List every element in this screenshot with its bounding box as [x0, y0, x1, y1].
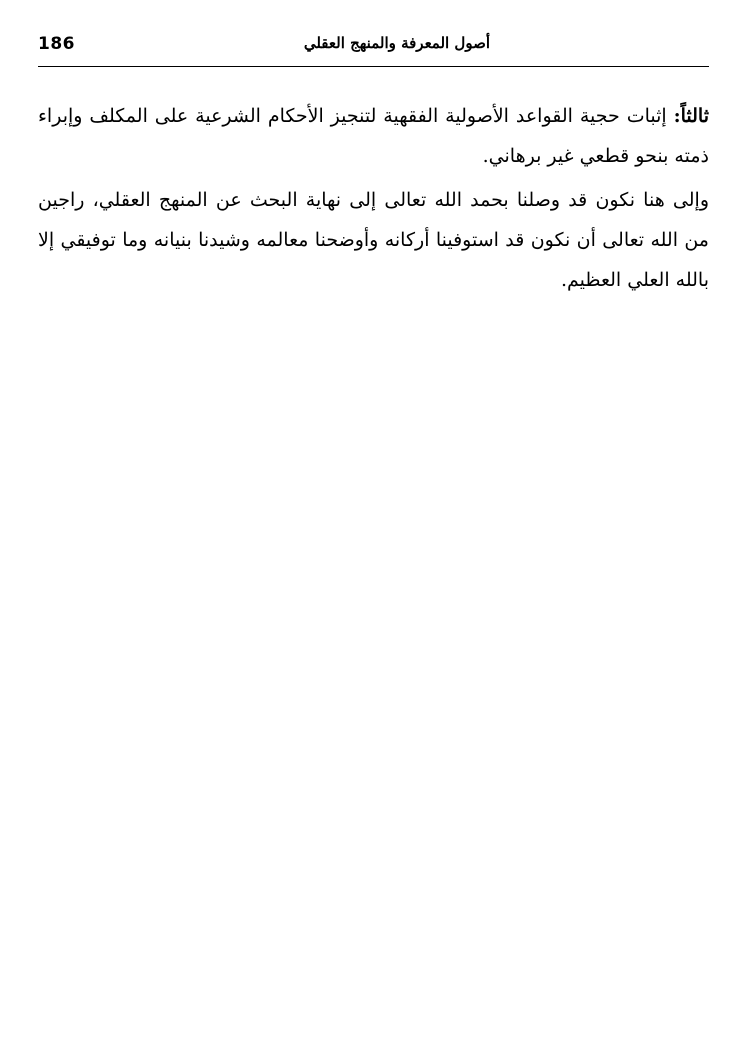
- paragraph-text: وإلى هنا نكون قد وصلنا بحمد الله تعالى إلى نهاية البحث عن المنهج العقلي، راجين من الله تعالى أن نكون قد استوفينا أركانه وأوضحنا معالمه وشيدنا بنيانه وما توفيقي إلا بالله العلي العظيم.: [38, 189, 709, 291]
- paragraph-lead: ثالثاً:: [673, 105, 709, 127]
- page-body: [38, 96, 709, 304]
- page-number: 186: [38, 34, 75, 54]
- paragraph-third-point: [38, 96, 709, 176]
- page-header: [38, 30, 709, 67]
- paragraph-text: إثبات حجية القواعد الأصولية الفقهية لتنجيز الأحكام الشرعية على المكلف وإبراء ذمته بنحو قطعي غير برهاني.: [38, 105, 709, 167]
- paragraph-conclusion: [38, 180, 709, 300]
- running-title: أصول المعرفة والمنهج العقلي: [303, 34, 490, 52]
